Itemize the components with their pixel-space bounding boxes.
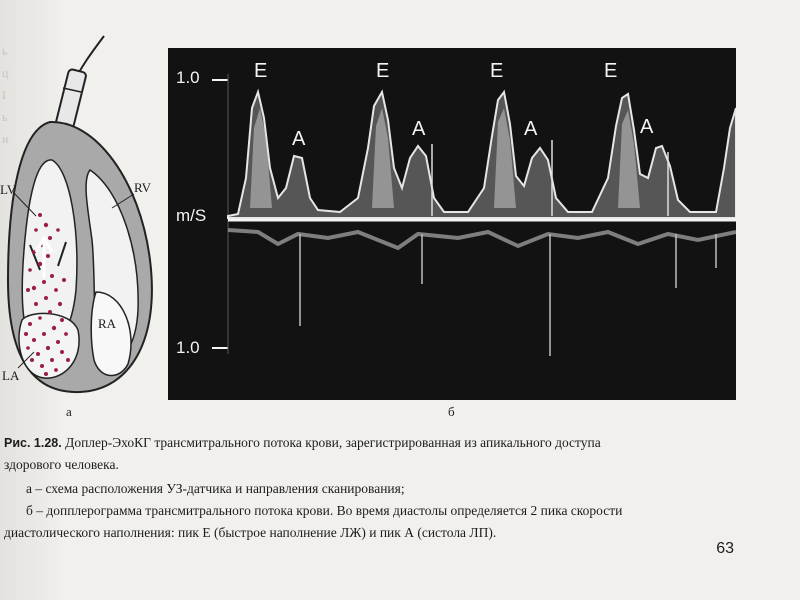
peak-label-e: E [604, 60, 618, 82]
figure-number: Рис. 1.28. [4, 436, 62, 450]
doppler-trace [168, 48, 736, 400]
caption-title: Доплер-ЭхоКГ трансмитрального потока крови, зарегистрированная из апикального доступа [65, 435, 601, 450]
caption-line-4: б – допплерограмма трансмитрального потока крови. Во время диастолы определяется 2 пика скорости [26, 503, 623, 518]
label-lv: LV [0, 182, 17, 197]
ultrasound-probe-icon [55, 69, 86, 130]
peak-label-a: A [292, 128, 306, 150]
peak-label-e: E [376, 60, 390, 82]
label-ra: RA [98, 316, 117, 331]
caption-line-1 [4, 434, 740, 452]
lower-noise-band [228, 230, 736, 248]
label-rv: RV [134, 180, 152, 195]
panel-label-a: а [66, 404, 72, 419]
label-la: LA [2, 368, 20, 383]
peak-label-e: E [490, 60, 504, 82]
y-tick-bottom: 1.0 [176, 338, 200, 357]
doppler-spectrogram [168, 48, 736, 400]
peak-label-a: A [640, 116, 654, 138]
peak-label-a: A [524, 118, 538, 140]
y-tick-top: 1.0 [176, 68, 200, 87]
caption-line-2: здорового человека. [4, 457, 119, 472]
heart-schematic [0, 30, 160, 410]
panel-label-b: б [448, 404, 455, 419]
spectral-envelope-upper [228, 92, 736, 218]
caption-line-3: а – схема расположения УЗ-датчика и направления сканирования; [26, 481, 405, 496]
caption-line-5: диастолического наполнения: пик Е (быстрое наполнение ЛЖ) и пик А (систола ЛП). [4, 525, 497, 540]
previous-page-edge: ь ц I ь и [0, 0, 60, 600]
peak-label-e: E [254, 60, 268, 82]
y-axis-unit: m/S [176, 206, 207, 225]
heart-drawing [0, 30, 160, 410]
peak-label-a: A [412, 118, 426, 140]
page-number: 63 [716, 540, 734, 557]
